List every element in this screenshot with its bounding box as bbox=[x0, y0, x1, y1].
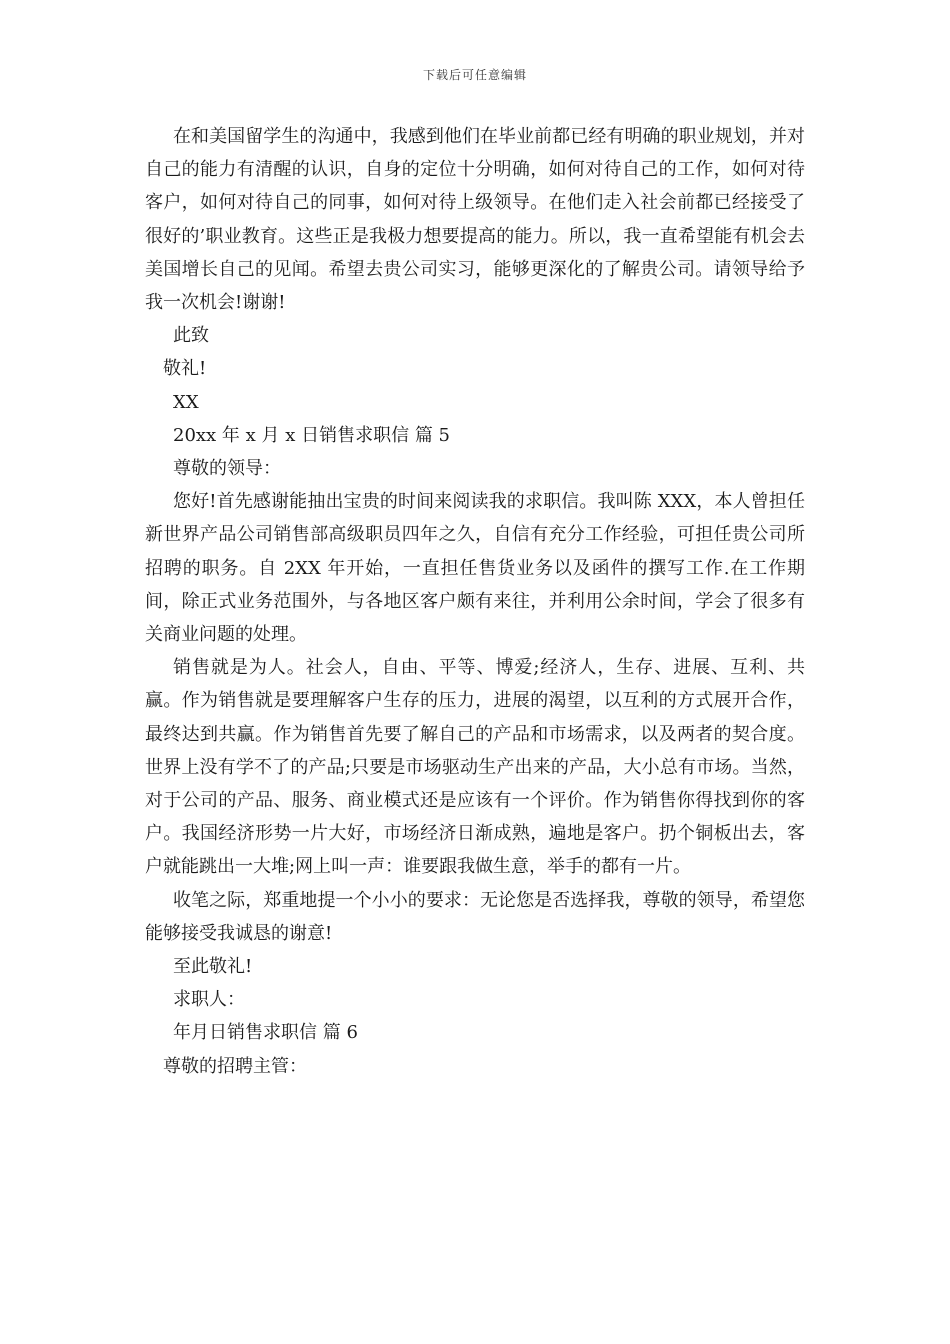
applicant-label: 求职人： bbox=[173, 989, 245, 1011]
section-title-5: 20xx 年 x 月 x 日销售求职信 篇 5 bbox=[173, 424, 451, 446]
section-title-6: 年月日销售求职信 篇 6 bbox=[173, 1022, 358, 1044]
paragraph-2: 您好!首先感谢能抽出宝贵的时间来阅读我的求职信。我叫陈 XXX，本人曾担任新世界产品公司销售部高级职员四年之久，自信有充分工作经验，可担任贵公司所招聘的职务。自 2XX 年开始，一直担任售货业务以及函件的撰写工作.在工作期间，除正式业务范围外，与各地区客户颇有来往，并利用公余时间，学会了很多有关商业问题的处理。 bbox=[145, 491, 805, 646]
greeting: 尊敬的领导： bbox=[173, 458, 281, 480]
closing-respect: 敬礼! bbox=[163, 358, 207, 380]
paragraph-1: 在和美国留学生的沟通中，我感到他们在毕业前都已经有明确的职业规划，并对自己的能力有清醒的认识，自身的定位十分明确，如何对待自己的工作，如何对待客户，如何对待自己的同事，如何对待上级领导。在他们走入社会前都已经接受了很好的’职业教育。这些正是我极力想要提高的能力。所以，我一直希望能有机会去美国增长自己的见闻。希望去贵公司实习，能够更深化的了解贵公司。请领导给予我一次机会!谢谢! bbox=[145, 126, 805, 314]
closing-salutation: 此致 bbox=[173, 325, 209, 347]
paragraph-3: 销售就是为人。社会人，自由、平等、博爱;经济人，生存、进展、互利、共赢。作为销售就是要理解客户生存的压力，进展的渴望，以互利的方式展开合作，最终达到共赢。作为销售首先要了解自己的产品和市场需求，以及两者的契合度。世界上没有学不了的产品;只要是市场驱动生产出来的产品，大小总有市场。当然，对于公司的产品、服务、商业模式还是应该有一个评价。作为销售你得找到你的客户。我国经济形势一片大好，市场经济日渐成熟，遍地是客户。扔个铜板出去，客户就能跳出一大堆;网上叫一声：谁要跟我做生意，举手的都有一片。 bbox=[145, 657, 805, 878]
closing-line: 至此敬礼! bbox=[173, 956, 253, 978]
paragraph-4: 收笔之际，郑重地提一个小小的要求：无论您是否选择我，尊敬的领导，希望您能够接受我诚恳的谢意! bbox=[145, 889, 805, 944]
document-body bbox=[145, 120, 805, 1083]
greeting-2: 尊敬的招聘主管： bbox=[163, 1055, 307, 1077]
signature-name: XX bbox=[173, 391, 199, 413]
page-header: 下载后可任意编辑 bbox=[422, 68, 527, 82]
